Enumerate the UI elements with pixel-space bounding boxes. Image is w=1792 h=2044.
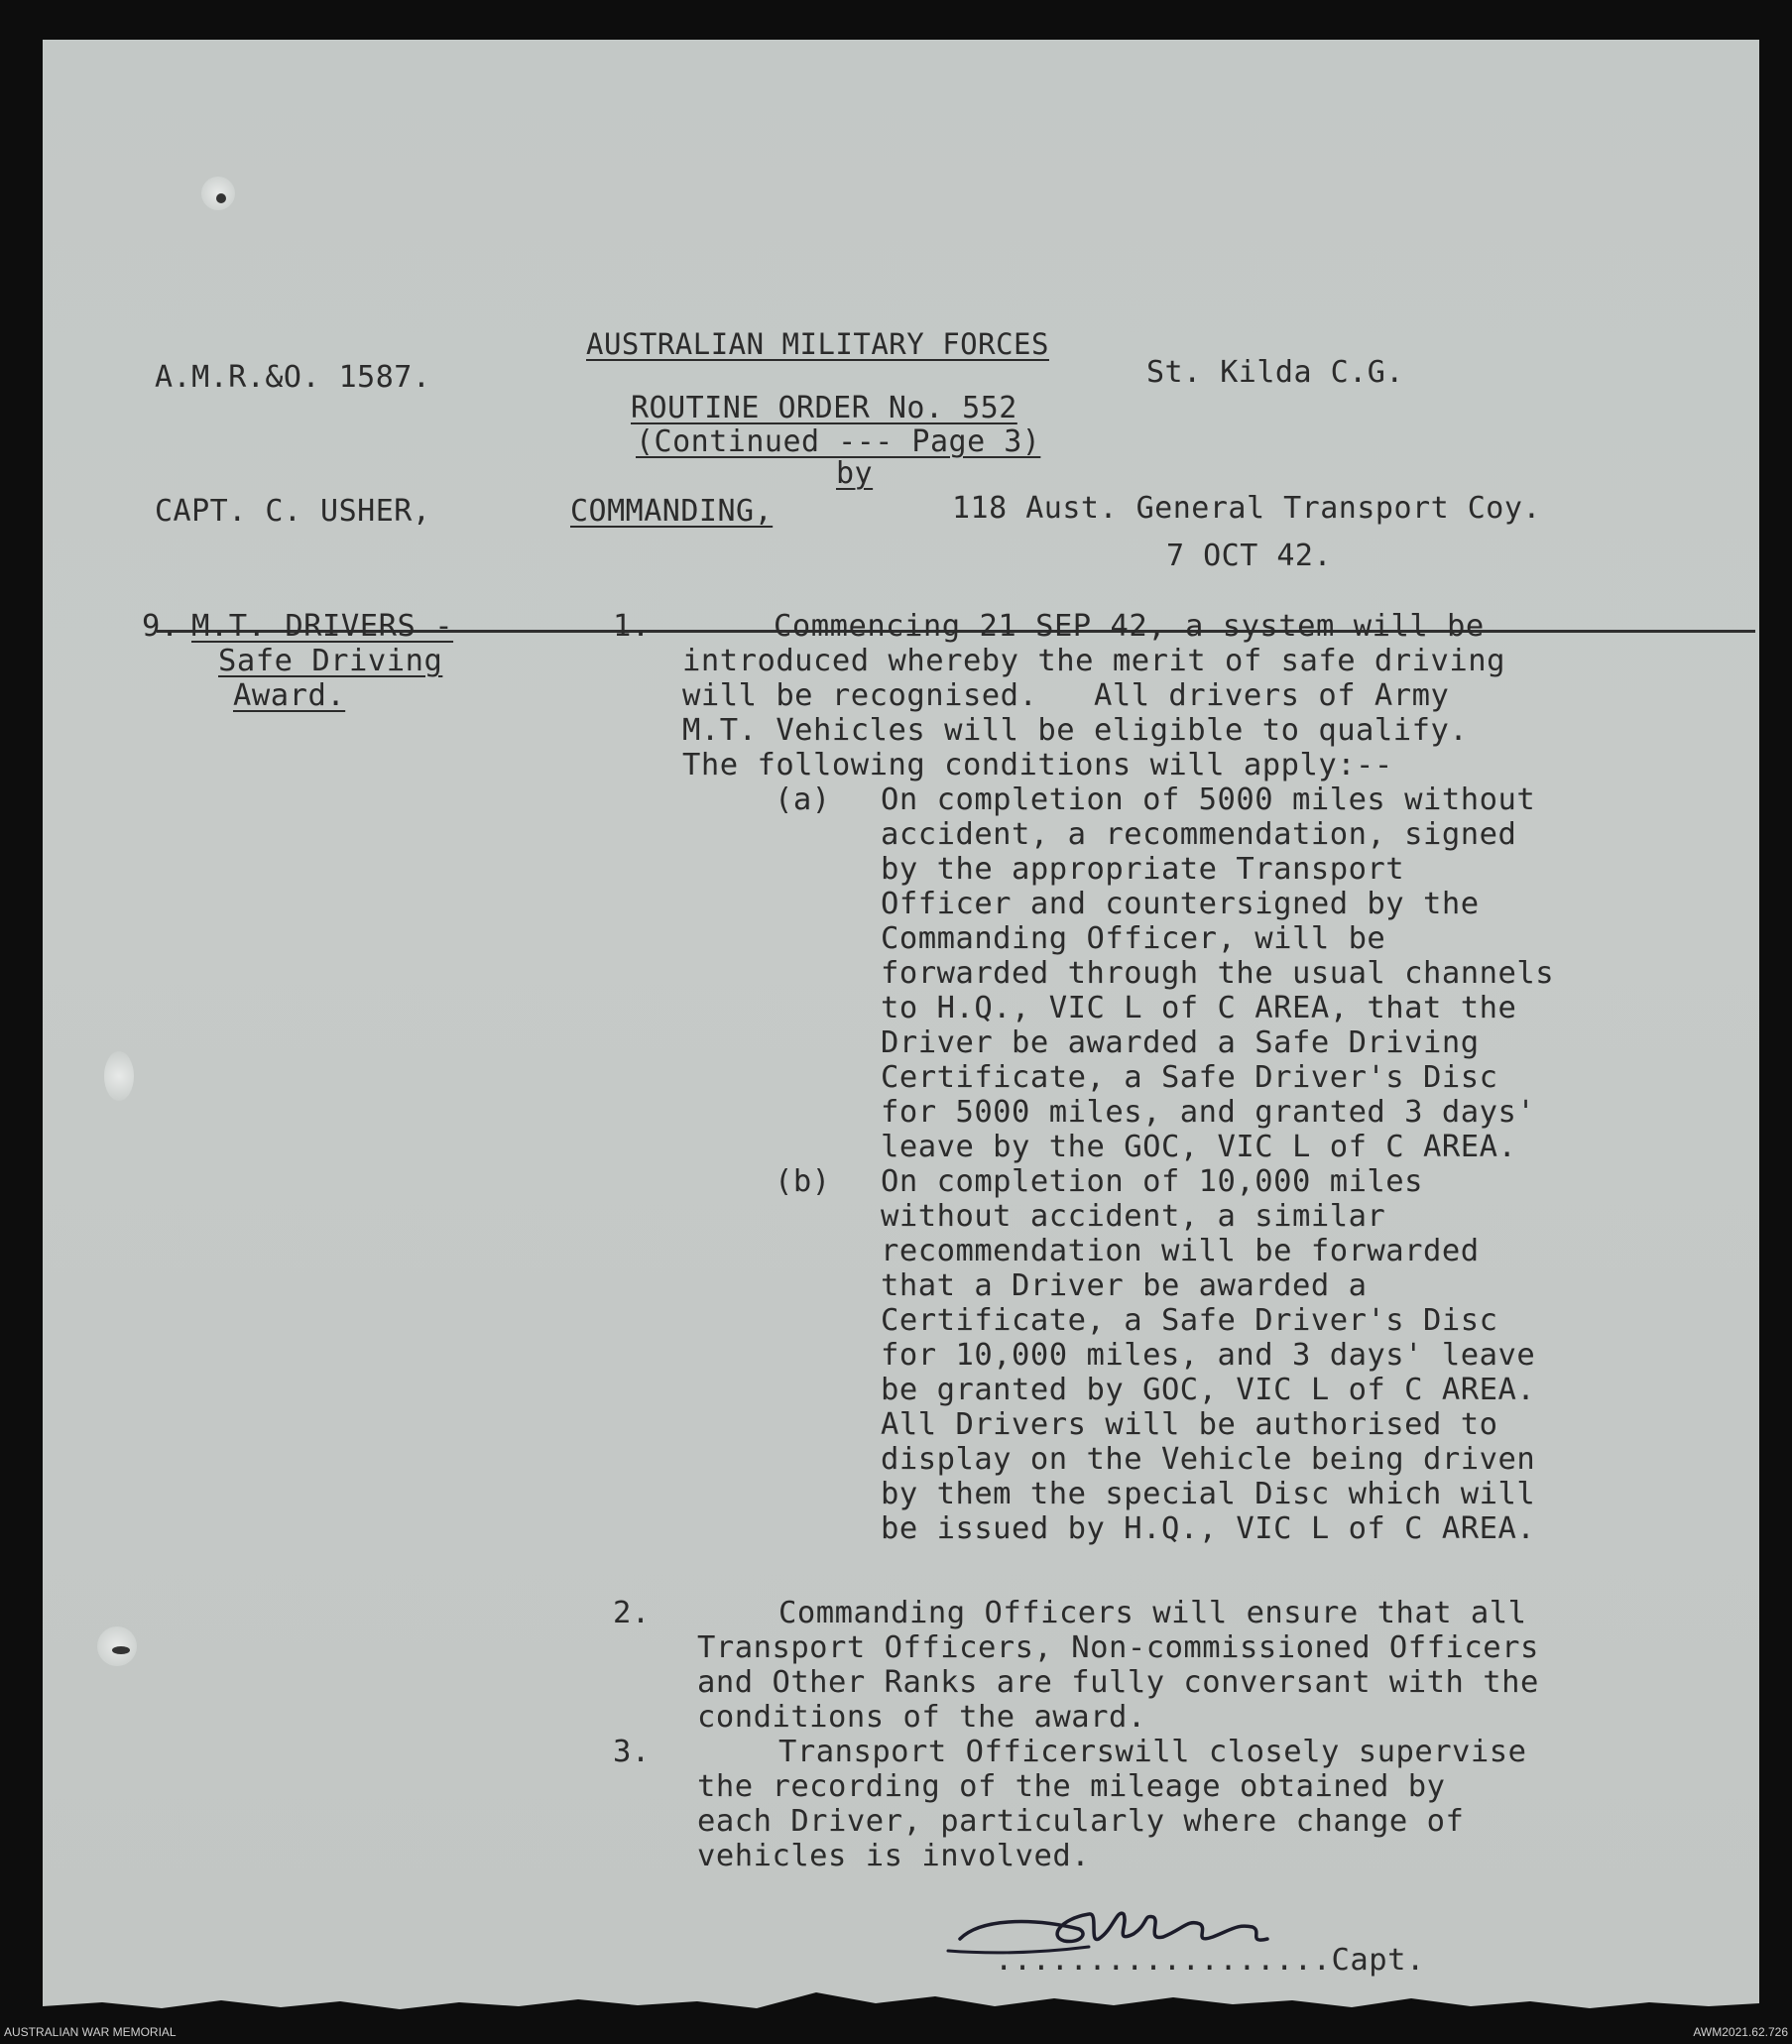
subclause-a-line: forwarded through the usual channels: [881, 956, 1555, 991]
subclause-a-line: Certificate, a Safe Driver's Disc: [881, 1060, 1498, 1095]
continued-note: (Continued --- Page 3): [636, 424, 1041, 459]
subclause-b-line: without accident, a similar: [881, 1199, 1386, 1234]
paragraph-3-line: Transport Officerswill closely supervise: [778, 1735, 1527, 1769]
paragraph-1-line: Commencing 21 SEP 42, a system will be: [774, 609, 1485, 644]
paragraph-2-line: Commanding Officers will ensure that all: [778, 1596, 1527, 1630]
commanding-officer: CAPT. C. USHER,: [155, 494, 431, 529]
subclause-a-line: by the appropriate Transport: [881, 852, 1405, 887]
paragraph-1-line: introduced whereby the merit of safe driving: [682, 644, 1505, 678]
subclause-a-line: Officer and countersigned by the: [881, 887, 1480, 921]
subclause-a-label: (a): [775, 782, 831, 817]
by-label: by: [836, 456, 874, 491]
paragraph-1-line: M.T. Vehicles will be eligible to qualify.: [682, 713, 1469, 748]
signature-line: ..................Capt.: [995, 1943, 1425, 1978]
subclause-b-line: display on the Vehicle being driven: [881, 1442, 1536, 1477]
subclause-b-line: All Drivers will be authorised to: [881, 1407, 1498, 1442]
location: St. Kilda C.G.: [1146, 355, 1404, 390]
paragraph-3-number: 3.: [613, 1735, 651, 1769]
paragraph-1-number: 1.: [613, 609, 651, 644]
staple-mark: [216, 193, 226, 203]
paragraph-3-line: vehicles is involved.: [697, 1839, 1091, 1873]
order-title: ROUTINE ORDER No. 552: [631, 391, 1017, 425]
paragraph-1-line: The following conditions will apply:--: [682, 748, 1393, 782]
subclause-a-line: accident, a recommendation, signed: [881, 817, 1517, 852]
document-page: [43, 40, 1759, 2018]
order-date: 7 OCT 42.: [1166, 539, 1333, 573]
subclause-a-line: for 5000 miles, and granted 3 days': [881, 1095, 1536, 1130]
subclause-b-line: for 10,000 miles, and 3 days' leave: [881, 1338, 1536, 1373]
ref-number: A.M.R.&O. 1587.: [155, 360, 431, 395]
paragraph-2-line: Transport Officers, Non-commissioned Officers: [697, 1630, 1539, 1665]
paragraph-2-line: conditions of the award.: [697, 1700, 1146, 1735]
commanding-role: COMMANDING,: [570, 494, 774, 529]
subclause-b-line: be issued by H.Q., VIC L of C AREA.: [881, 1511, 1536, 1546]
subclause-b-line: that a Driver be awarded a: [881, 1268, 1368, 1303]
section-heading-2: Safe Driving: [218, 644, 443, 678]
paragraph-2-line: and Other Ranks are fully conversant with the: [697, 1665, 1539, 1700]
section-heading-3: Award.: [233, 678, 346, 713]
footer-left: AUSTRALIAN WAR MEMORIAL: [4, 2025, 177, 2039]
section-number: 9.: [142, 609, 179, 644]
subclause-b-line: be granted by GOC, VIC L of C AREA.: [881, 1373, 1536, 1407]
section-heading-1: M.T. DRIVERS -: [191, 609, 454, 644]
unit-name: 118 Aust. General Transport Coy.: [952, 491, 1541, 526]
subclause-a-line: On completion of 5000 miles without: [881, 782, 1536, 817]
subclause-a-line: Commanding Officer, will be: [881, 921, 1386, 956]
subclause-a-line: leave by the GOC, VIC L of C AREA.: [881, 1130, 1517, 1164]
punch-hole: [104, 1051, 134, 1101]
torn-edge: [43, 1979, 1759, 2018]
subclause-b-label: (b): [775, 1164, 831, 1199]
footer-right: AWM2021.62.726: [1693, 2025, 1788, 2039]
subclause-a-line: to H.Q., VIC L of C AREA, that the: [881, 991, 1517, 1025]
subclause-a-line: Driver be awarded a Safe Driving: [881, 1025, 1480, 1060]
subclause-b-line: recommendation will be forwarded: [881, 1234, 1480, 1268]
subclause-b-line: Certificate, a Safe Driver's Disc: [881, 1303, 1498, 1338]
paragraph-1-line: will be recognised. All drivers of Army: [682, 678, 1450, 713]
staple-mark: [112, 1646, 130, 1654]
paragraph-3-line: the recording of the mileage obtained by: [697, 1769, 1446, 1804]
org-title: AUSTRALIAN MILITARY FORCES: [586, 327, 1049, 361]
subclause-b-line: On completion of 10,000 miles: [881, 1164, 1424, 1199]
subclause-b-line: by them the special Disc which will: [881, 1477, 1536, 1511]
paragraph-2-number: 2.: [613, 1596, 651, 1630]
paragraph-3-line: each Driver, particularly where change of: [697, 1804, 1465, 1839]
